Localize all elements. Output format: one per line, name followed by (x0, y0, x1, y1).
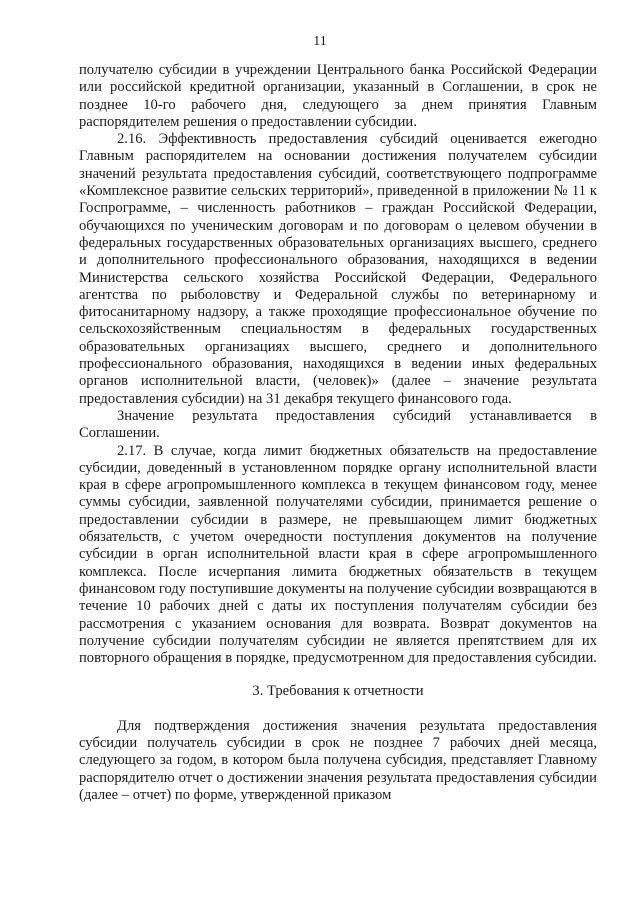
page-number: 11 (313, 34, 327, 49)
paragraph-2-16: 2.16. Эффективность предоставления субсидий оценивается ежегодно Главным распорядителем на основании достижения получателем субсидии значений результата предоставления субсидий, соответствующего подпрограмме «Комплексное развитие сельских территорий», приведенной в приложении № 11 к Госпрограмме, – численность работников – граждан Российской Федерации, обучающихся по ученическим договорам и по договорам о целевом обучении в федеральных государственных образовательных организациях высшего, среднего и дополнительного профессионального образования, находящихся в ведении Министерства сельского хозяйства Российской Федерации, Федерального агентства по рыболовству и Федеральной службы по ветеринарному и фитосанитарному надзору, а также проходящие профессиональное обучение по сельскохозяйственным специальностям в федеральных государственных образовательных организациях высшего, среднего и дополнительного профессионального образования, находящихся в ведении иных федеральных органов исполнительной власти, (человек)» (далее – значение результата предоставления субсидии) на 31 декабря текущего финансового года. (79, 131, 597, 407)
document-body (79, 62, 597, 804)
paragraph-2-17: 2.17. В случае, когда лимит бюджетных обязательств на предоставление субсидии, доведенный в установленном порядке органу исполнительной власти края в сфере агропромышленного комплекса в текущем финансовом году, менее суммы субсидии, заявленной получателями субсидии, принимается решение о предоставлении субсидии в размере, не превышающем лимит бюджетных обязательств, с учетом очередности поступления документов на получение субсидии в орган исполнительной власти края в сфере агропромышленного комплекса. После исчерпания лимита бюджетных обязательств в текущем финансовом году поступившие документы на получение субсидии возвращаются в течение 10 рабочих дней с даты их поступления получателям субсидии без рассмотрения с указанием основания для возврата. Возврат документов на получение субсидии получателям субсидии не является препятствием для их повторного обращения в порядке, предусмотренном для предоставления субсидии. (79, 442, 597, 667)
section-heading: 3. Требования к отчетности (252, 683, 424, 700)
paragraph-result-value: Значение результата предоставления субсидий устанавливается в Соглашении. (79, 407, 597, 442)
paragraph-reporting: Для подтверждения достижения значения результата предоставления субсидии получатель субсидии в срок не позднее 7 рабочих дней месяца, следующего за годом, в котором была получена субсидия, представляет Главному распорядителю отчет о достижении значения результата предоставления субсидии (далее – отчет) по форме, утвержденной приказом (79, 717, 597, 803)
paragraph-continuation: получателю субсидии в учреждении Центрального банка Российской Федерации или российской кредитной организации, указанный в Соглашении, в срок не позднее 10-го рабочего дня, следующего за днем принятия Главным распорядителем решения о предоставлении субсидии. (79, 62, 597, 130)
